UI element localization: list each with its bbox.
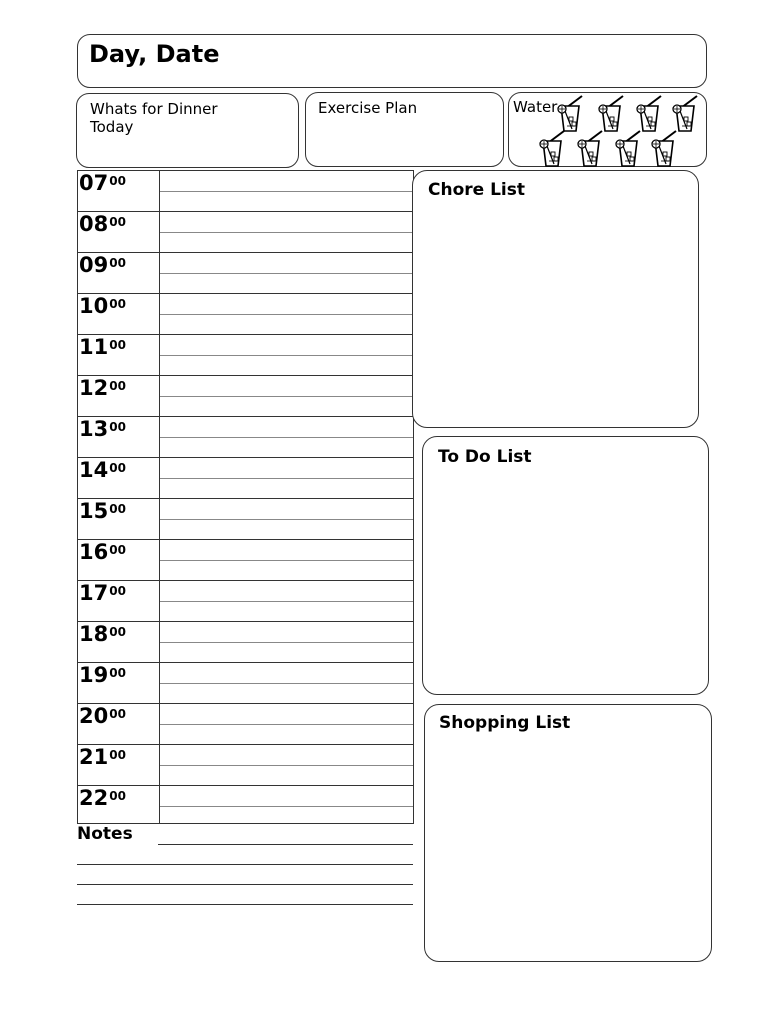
half-hour-line xyxy=(160,560,413,561)
half-hour-line xyxy=(160,478,413,479)
water-glass-icon[interactable] xyxy=(577,130,605,168)
minute-value: 00 xyxy=(109,584,126,598)
hour-value: 14 xyxy=(79,458,109,482)
hour-label xyxy=(79,745,126,769)
notes-line[interactable] xyxy=(158,844,413,845)
hour-row[interactable] xyxy=(78,745,413,786)
hour-value: 20 xyxy=(79,704,109,728)
hour-row[interactable] xyxy=(78,417,413,458)
dinner-label: Whats for Dinner Today xyxy=(90,100,218,136)
hour-value: 08 xyxy=(79,212,109,236)
hour-label xyxy=(79,499,126,523)
half-hour-line xyxy=(160,314,413,315)
hour-row[interactable] xyxy=(78,663,413,704)
water-glass-icon[interactable] xyxy=(636,95,664,133)
hour-row[interactable] xyxy=(78,294,413,335)
half-hour-line xyxy=(160,437,413,438)
hour-value: 12 xyxy=(79,376,109,400)
minute-value: 00 xyxy=(109,707,126,721)
hour-row[interactable] xyxy=(78,704,413,745)
minute-value: 00 xyxy=(109,174,126,188)
hour-value: 07 xyxy=(79,171,109,195)
hourly-schedule xyxy=(77,170,414,824)
hour-label xyxy=(79,704,126,728)
hour-label xyxy=(79,376,126,400)
water-glass-icon[interactable] xyxy=(539,130,567,168)
hour-row[interactable] xyxy=(78,581,413,622)
minute-value: 00 xyxy=(109,789,126,803)
notes-line[interactable] xyxy=(77,864,413,865)
half-hour-line xyxy=(160,724,413,725)
minute-value: 00 xyxy=(109,748,126,762)
minute-value: 00 xyxy=(109,215,126,229)
hour-row[interactable] xyxy=(78,540,413,581)
hour-value: 09 xyxy=(79,253,109,277)
hour-label xyxy=(79,663,126,687)
hour-value: 21 xyxy=(79,745,109,769)
minute-value: 00 xyxy=(109,420,126,434)
half-hour-line xyxy=(160,765,413,766)
hour-value: 13 xyxy=(79,417,109,441)
hour-row[interactable] xyxy=(78,622,413,663)
exercise-label: Exercise Plan xyxy=(318,99,418,117)
hour-value: 22 xyxy=(79,786,109,810)
minute-value: 00 xyxy=(109,461,126,475)
minute-value: 00 xyxy=(109,625,126,639)
half-hour-line xyxy=(160,232,413,233)
shopping-list-box[interactable] xyxy=(424,704,712,962)
hour-value: 15 xyxy=(79,499,109,523)
hour-label xyxy=(79,294,126,318)
hour-label xyxy=(79,540,126,564)
hour-row[interactable] xyxy=(78,786,413,827)
todo-list-box[interactable] xyxy=(422,436,709,695)
water-label: Water xyxy=(513,98,558,116)
half-hour-line xyxy=(160,519,413,520)
hour-row[interactable] xyxy=(78,171,413,212)
minute-value: 00 xyxy=(109,379,126,393)
hour-label xyxy=(79,786,126,810)
hour-value: 16 xyxy=(79,540,109,564)
notes-label: Notes xyxy=(77,824,133,844)
hour-label xyxy=(79,458,126,482)
half-hour-line xyxy=(160,355,413,356)
hour-label xyxy=(79,212,126,236)
hour-row[interactable] xyxy=(78,212,413,253)
todo-list-label: To Do List xyxy=(438,447,532,467)
hour-value: 19 xyxy=(79,663,109,687)
half-hour-line xyxy=(160,642,413,643)
hour-row[interactable] xyxy=(78,376,413,417)
page-title: Day, Date xyxy=(89,40,220,68)
hour-value: 17 xyxy=(79,581,109,605)
hour-value: 18 xyxy=(79,622,109,646)
hour-label xyxy=(79,622,126,646)
half-hour-line xyxy=(160,273,413,274)
notes-line[interactable] xyxy=(77,904,413,905)
water-glass-icon[interactable] xyxy=(557,95,585,133)
water-glass-icon[interactable] xyxy=(615,130,643,168)
hour-row[interactable] xyxy=(78,458,413,499)
minute-value: 00 xyxy=(109,338,126,352)
chore-list-label: Chore List xyxy=(428,180,525,200)
minute-value: 00 xyxy=(109,297,126,311)
hour-value: 11 xyxy=(79,335,109,359)
half-hour-line xyxy=(160,683,413,684)
minute-value: 00 xyxy=(109,543,126,557)
half-hour-line xyxy=(160,806,413,807)
hour-row[interactable] xyxy=(78,335,413,376)
hour-row[interactable] xyxy=(78,253,413,294)
shopping-list-label: Shopping List xyxy=(439,713,571,733)
minute-value: 00 xyxy=(109,666,126,680)
hour-label xyxy=(79,335,126,359)
hour-value: 10 xyxy=(79,294,109,318)
water-glass-icon[interactable] xyxy=(651,130,679,168)
hour-label xyxy=(79,417,126,441)
minute-value: 00 xyxy=(109,256,126,270)
water-glass-icon[interactable] xyxy=(672,95,700,133)
hour-label xyxy=(79,171,126,195)
notes-line[interactable] xyxy=(77,884,413,885)
hour-label xyxy=(79,253,126,277)
chore-list-box[interactable] xyxy=(412,170,699,428)
water-glass-icon[interactable] xyxy=(598,95,626,133)
hour-row[interactable] xyxy=(78,499,413,540)
half-hour-line xyxy=(160,396,413,397)
minute-value: 00 xyxy=(109,502,126,516)
hour-label xyxy=(79,581,126,605)
half-hour-line xyxy=(160,601,413,602)
half-hour-line xyxy=(160,191,413,192)
